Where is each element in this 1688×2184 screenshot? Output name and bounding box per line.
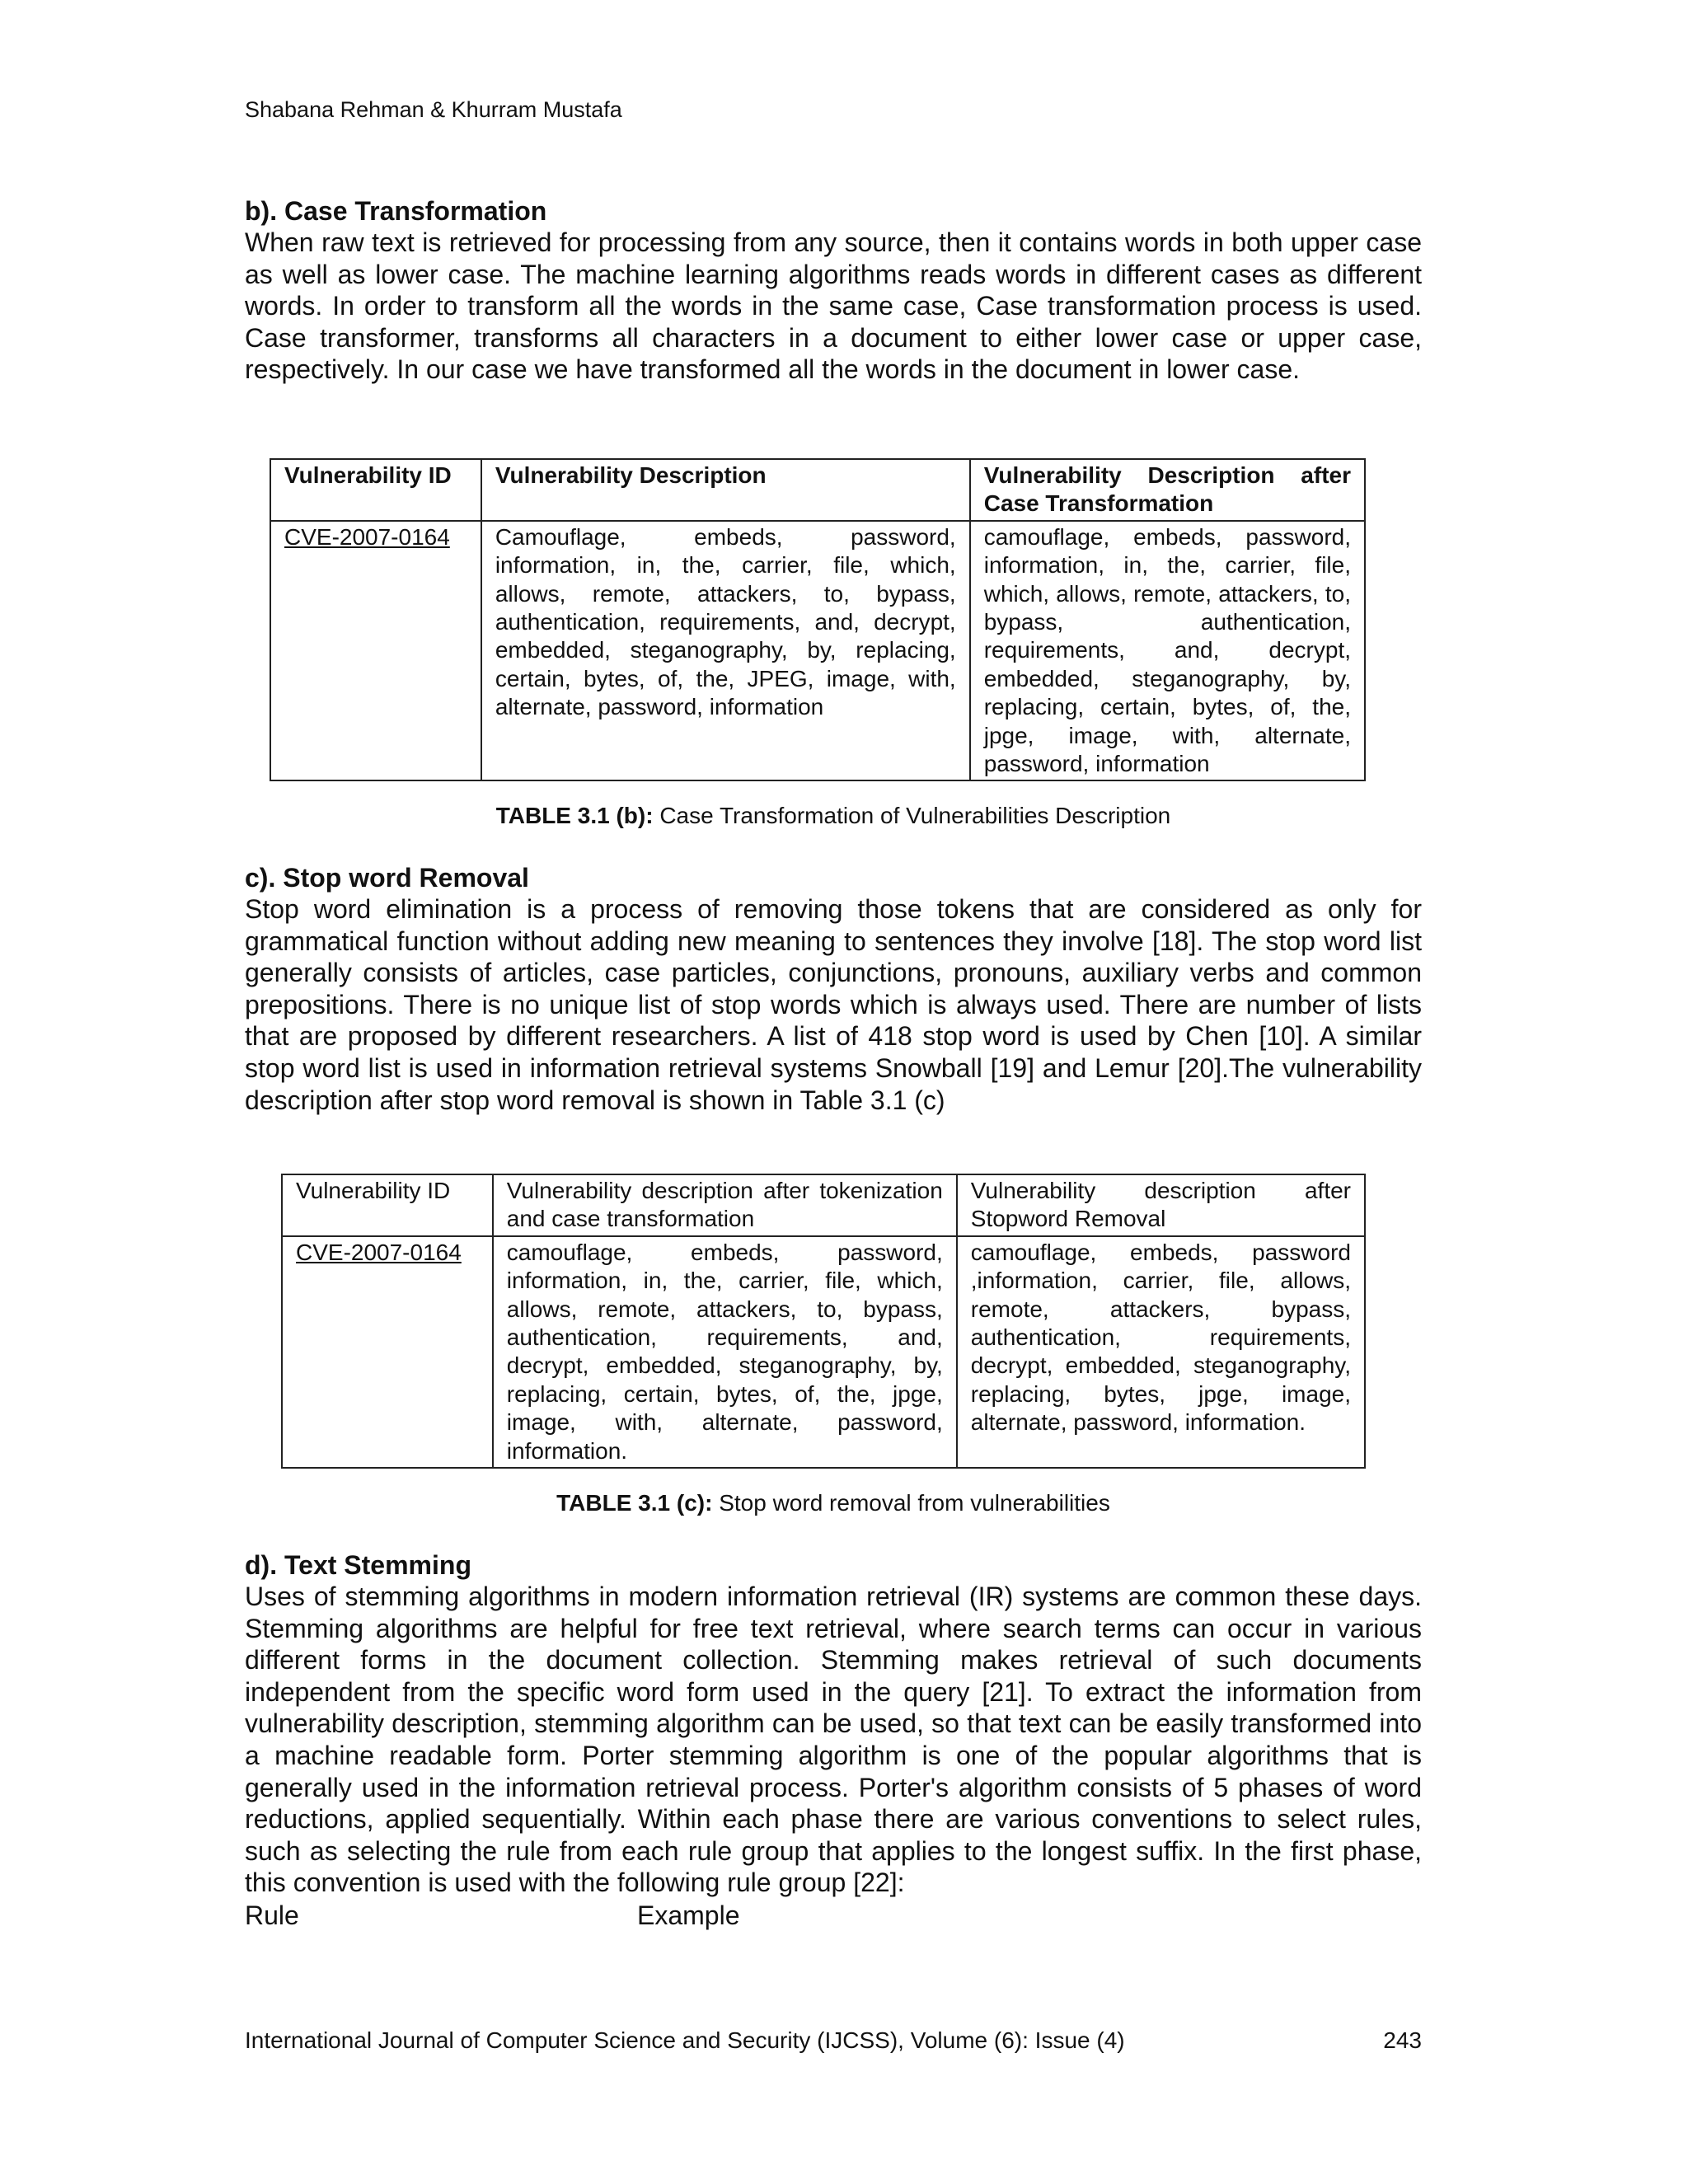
section-stop-word-removal [245,862,1422,1116]
table-row [282,1236,1365,1468]
table-header-cell: Vulnerability ID [282,1174,493,1236]
section-text-stemming [245,1549,1422,1899]
table-cell-id [282,1236,493,1468]
caption-text: Case Transformation of Vulnerabilities Description [653,803,1171,828]
table-stop-word-removal [281,1174,1366,1469]
table-header-row [282,1174,1365,1236]
rule-label: Rule [245,1900,299,1930]
table-header-cell: Vulnerability description after Stopword Removal [957,1174,1365,1236]
caption-text: Stop word removal from vulnerabilities [712,1490,1110,1516]
journal-citation: International Journal of Computer Science and Security (IJCSS), Volume (6): Issue (4) [245,2027,1125,2053]
table-case-transformation [270,458,1366,781]
vulnerability-id: CVE-2007-0164 [296,1239,462,1265]
table-cell: camouflage, embeds, password, information, in, the, carrier, file, which, allows, remote, attackers, to, bypass, authentication, requirements, and, decrypt, embedded, steganography, by, replacing, certain, bytes, of, the, jpge, image, with, alternate, password, information [970,521,1365,781]
table-cell-id [270,521,481,781]
table-header-cell: Vulnerability ID [270,459,481,521]
table-cell: camouflage, embeds, password, information, in, the, carrier, file, which, allows, remote, attackers, to, bypass, authentication, requirements, and, decrypt, embedded, steganography, by, replacing, certain, bytes, of, the, jpge, image, with, alternate, password, information. [493,1236,957,1468]
running-head: Shabana Rehman & Khurram Mustafa [245,97,622,122]
table-cell: Camouflage, embeds, password, information, in, the, carrier, file, which, allows, remote, attackers, to, bypass, authentication, requirements, and, decrypt, embedded, steganography, by, replacing, certain, bytes, of, the, JPEG, image, with, alternate, password, information [481,521,970,781]
example-label: Example [637,1900,740,1930]
section-body: When raw text is retrieved for processing from any source, then it contains words in both upper case as well as lower case. The machine learning algorithms reads words in different cases as different words. In order to transform all the words in the same case, Case transformation process is used. Case transformer, transforms all characters in a document to either lower case or upper case, respectively. In our case we have transformed all the words in the document in lower case. [245,227,1422,385]
rule-example-header [245,1900,740,1931]
table-caption [245,803,1422,829]
vulnerability-id: CVE-2007-0164 [284,523,450,550]
caption-label: TABLE 3.1 (c): [556,1490,713,1516]
section-body: Stop word elimination is a process of removing those tokens that are considered as only for grammatical function without adding new meaning to sentences they involve [18]. The stop word list generally consists of articles, case particles, conjunctions, pronouns, auxiliary verbs and common prepositions. There is no unique list of stop words which is always used. There are number of lists that are proposed by different researchers. A list of 418 stop word is used by Chen [10]. A similar stop word list is used in information retrieval systems Snowball [19] and Lemur [20].The vulnerability description after stop word removal is shown in Table 3.1 (c) [245,894,1422,1115]
section-heading: c). Stop word Removal [245,863,529,893]
section-case-transformation [245,195,1422,386]
section-body: Uses of stemming algorithms in modern information retrieval (IR) systems are common these days. Stemming algorithms are helpful for free text retrieval, where search terms can occur in various different forms in the document collection. Stemming makes retrieval of such documents independent from the specific word form used in the query [21]. To extract the information from vulnerability description, stemming algorithm can be used, so that text can be easily transformed into a machine readable form. Porter stemming algorithm is one of the popular algorithms that is generally used in the information retrieval process. Porter's algorithm consists of 5 phases of word reductions, applied sequentially. Within each phase there are various conventions to select rules, such as selecting the rule from each rule group that applies to the longest suffix. In the first phase, this convention is used with the following rule group [22]: [245,1582,1422,1898]
table-row [270,521,1365,781]
page-footer [245,2027,1422,2054]
table-header-cell: Vulnerability Description [481,459,970,521]
caption-label: TABLE 3.1 (b): [495,803,654,828]
table-cell: camouflage, embeds, password ,information, carrier, file, allows, remote, attackers, bypass, authentication, requirements, decrypt, embedded, steganography, replacing, bytes, jpge, image, alternate, password, information. [957,1236,1365,1468]
table-header-cell: Vulnerability Description after Case Transformation [970,459,1365,521]
section-heading: b). Case Transformation [245,196,547,226]
table-header-cell: Vulnerability description after tokenization and case transformation [493,1174,957,1236]
page-number: 243 [1383,2027,1422,2053]
section-heading: d). Text Stemming [245,1550,471,1580]
table-caption [245,1490,1422,1516]
table-header-row [270,459,1365,521]
